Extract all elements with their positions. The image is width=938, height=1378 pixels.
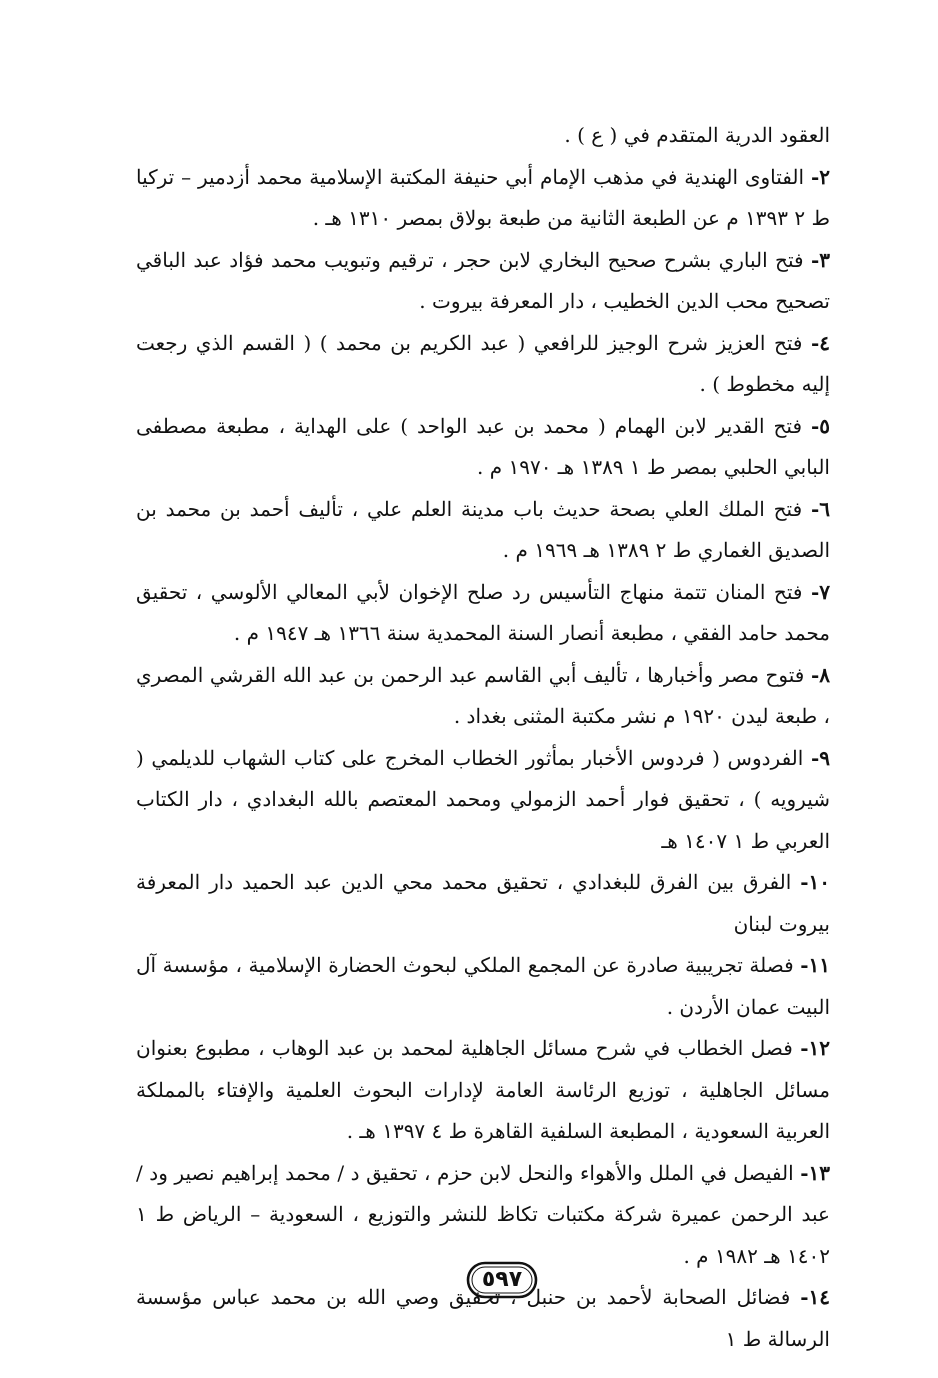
entry-text: العقود الدرية المتقدم في ( ع ) .	[564, 123, 830, 147]
bibliography-entry	[136, 862, 830, 945]
entry-number: ١٤-	[800, 1285, 831, 1309]
entry-number: ٨-	[810, 662, 830, 687]
entry-number: ١٢-	[800, 1036, 831, 1060]
entry-text: فتح المنان تتمة منهاج التأسيس رد صلح الإخوان لأبي المعالي الألوسي ، تحقيق محمد حامد الفقي ، مطبعة أنصار السنة المحمدية سنة ١٣٦٦ هـ ١٩٤٧ م .	[136, 579, 830, 645]
bibliography-entry	[136, 1028, 830, 1153]
entry-number: ١٣-	[800, 1160, 831, 1185]
entry-text: الفيصل في الملل والأهواء والنحل لابن حزم ، تحقيق د / محمد إبراهيم نصير ود / عبد الرحمن عميرة شركة مكتبات تكاظ للنشر والتوزيع ، السعودية – الرياض ط ١ ١٤٠٢ هـ ١٩٨٢ م .	[136, 1160, 830, 1268]
entry-text: الفرق بين الفرق للبغدادي ، تحقيق محمد محي الدين عبد الحميد دار المعرفة بيروت لبنان	[136, 870, 830, 936]
entry-number: ٩-	[810, 745, 831, 770]
entry-number: ٢-	[810, 164, 830, 189]
entry-text: فتح القدير لابن الهمام ( محمد بن عبد الواحد ) على الهداية ، مطبعة مصطفى البابي الحلبي بمصر ط ١ ١٣٨٩ هـ ١٩٧٠ م .	[136, 413, 830, 479]
bibliography-entry	[136, 240, 830, 323]
entry-text: فتح العزيز شرح الوجيز للرافعي ( عبد الكريم بن محمد ) ( القسم الذي رجعت إليه مخطوط ) .	[136, 330, 830, 396]
page-number-ornament	[466, 1260, 538, 1300]
bibliography-entry	[136, 406, 830, 489]
entry-text: فتوح مصر وأخبارها ، تأليف أبي القاسم عبد الرحمن بن عبد الله القرشي المصري ، طبعة ليدن ١٩٢٠ م نشر مكتبة المثنى بغداد .	[136, 662, 830, 728]
entry-text: فضائل الصحابة لأحمد بن حنبل ، تحقيق وصي الله بن محمد عباس مؤسسة الرسالة ط ١	[136, 1285, 830, 1351]
entry-text: الفردوس ( فردوس الأخبار بمأثور الخطاب المخرج على كتاب الشهاب للديلمي ( شيرويه ) ، تحقيق فوار أحمد الزمولي ومحمد المعتصم بالله البغدادي ، دار الكتاب العربي ط ١ ١٤٠٧ هـ	[136, 745, 830, 853]
bibliography-entry	[136, 157, 830, 240]
entry-number: ٧-	[810, 579, 830, 604]
entry-text: فتح الملك العلي بصحة حديث باب مدينة العلم علي ، تأليف أحمد بن محمد بن الصديق الغماري ط ٢ ١٣٨٩ هـ ١٩٦٩ م .	[136, 496, 830, 562]
entry-number: ٦-	[810, 496, 830, 521]
entry-text: الفتاوى الهندية في مذهب الإمام أبي حنيفة المكتبة الإسلامية محمد أزدمير – تركيا ط ٢ ١٣٩٣ م عن الطبعة الثانية من طبعة بولاق بمصر ١٣١٠ هـ .	[136, 164, 830, 230]
bibliography-entry	[136, 655, 830, 738]
entry-number: ١٠-	[800, 870, 831, 894]
entry-number: ٣-	[810, 247, 831, 272]
entry-text: فتح الباري بشرح صحيح البخاري لابن حجر ، ترقيم وتبويب محمد فؤاد عبد الباقي تصحيح محب الدين الخطيب ، دار المعرفة بيروت .	[136, 247, 830, 313]
entry-number: ١١-	[800, 953, 830, 977]
bibliography-entry	[136, 1153, 830, 1278]
bibliography-entry	[136, 115, 830, 157]
entry-text: فصل الخطاب في شرح مسائل الجاهلية لمحمد بن عبد الوهاب ، مطبوع بعنوان مسائل الجاهلية ، توزيع الرئاسة العامة لإدارات البحوث العلمية والإفتاء بالمملكة العربية السعودية ، المطبعة السلفية القاهرة ط ٤ ١٣٩٧ هـ .	[136, 1036, 830, 1143]
entry-number: ٤-	[810, 330, 830, 355]
bibliography-entry	[136, 572, 830, 655]
bibliography-list	[136, 115, 830, 1360]
bibliography-entry	[136, 323, 830, 406]
page-number: ٥٩٧	[481, 1267, 523, 1292]
bibliography-entry	[136, 489, 830, 572]
entry-number: ٥-	[810, 413, 831, 438]
bibliography-entry	[136, 738, 830, 863]
entry-text: فصلة تجريبية صادرة عن المجمع الملكي لبحوث الحضارة الإسلامية ، مؤسسة آل البيت عمان الأردن .	[136, 953, 830, 1019]
bibliography-entry	[136, 945, 830, 1028]
